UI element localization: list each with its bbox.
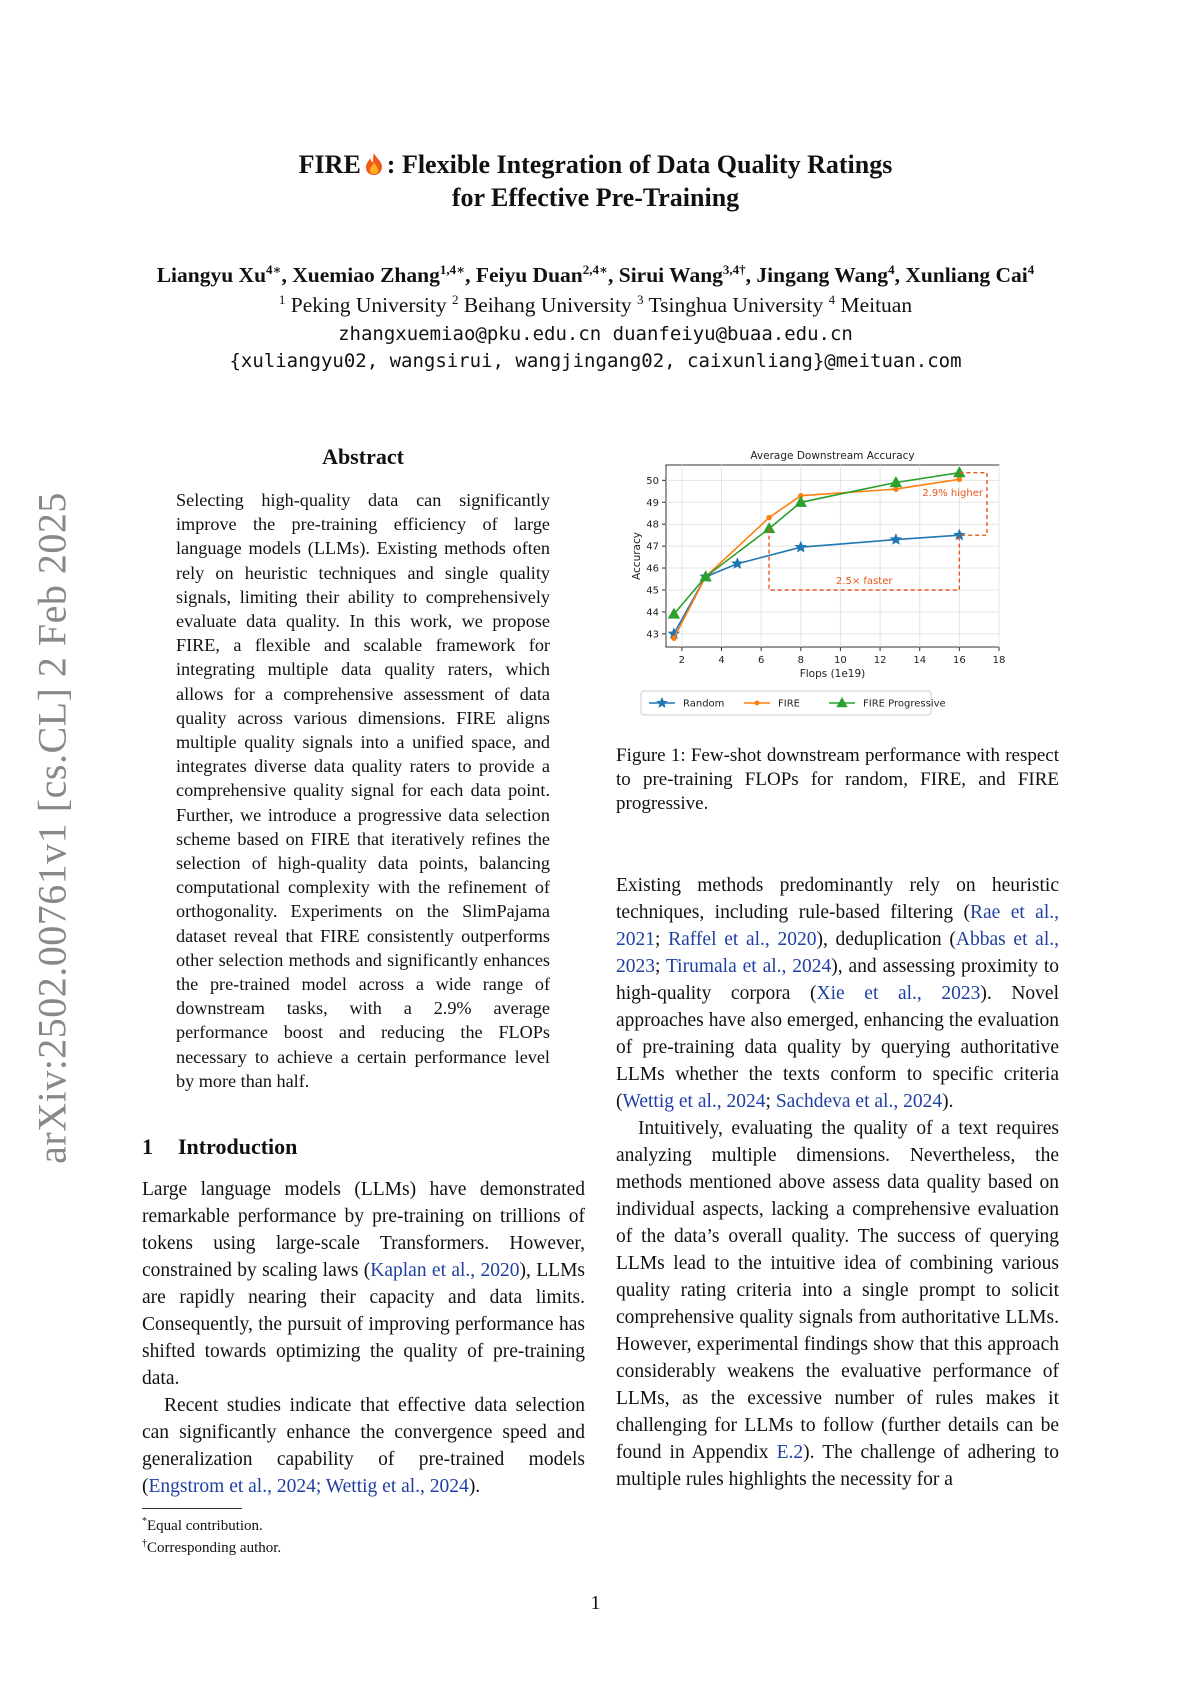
title-suffix: : Flexible Integration of Data Quality Ratings (386, 150, 893, 179)
footnote-text: Equal contribution. (147, 1518, 263, 1534)
body-text: ; (655, 956, 666, 977)
author-name: Liangyu $Xu^{4∗}$ (156, 262, 282, 288)
chart-title: Average Downstream Accuracy (750, 450, 915, 462)
right-column-body (616, 872, 1059, 1493)
x-tick-label: 2 (678, 655, 686, 666)
body-text: Large language models (LLMs) have demonstrated remarkable performance by pre-training on trillions of tokens using large-scale Transformers. However, constrained by scaling laws ( (142, 1179, 585, 1281)
author-name: Jingang Wang$^4$ (756, 262, 895, 288)
affiliation-name: Meituan (835, 293, 913, 318)
author-affiliation-mark: 3,4† (722, 262, 746, 277)
footnote-mark: * (142, 1516, 147, 1527)
citation-link[interactable]: Tirumala et al., 2024 (665, 956, 832, 977)
y-tick-label: 46 (646, 563, 659, 575)
footnote-corresponding-author (142, 1538, 281, 1557)
citation-link[interactable]: Engstrom et al., 2024; Wettig et al., 2024 (148, 1476, 469, 1497)
body-text: ). The challenge of adhering to multiple rules highlights the necessity for a (616, 1442, 1060, 1490)
citation-link[interactable]: Xie et al., 2023 (816, 983, 981, 1004)
legend-label: Random (683, 698, 725, 710)
author-affiliation-mark: 4 (888, 262, 895, 277)
accuracy-vs-flops-chart (616, 440, 1061, 730)
body-text: ; (765, 1091, 776, 1112)
citation-link[interactable]: E.2 (776, 1442, 804, 1463)
footnote-mark: † (142, 1538, 147, 1549)
x-tick-label: 10 (834, 655, 847, 666)
author-name: Xunliang Cai$^4$ (905, 262, 1035, 288)
intro-paragraph-1 (142, 1176, 585, 1392)
author-name: Xuemiao Zhang$^{1,4∗}$ (292, 262, 466, 288)
affiliation-list (0, 292, 1191, 318)
body-text: ), deduplication ( (816, 929, 956, 950)
annotation-faster-label: 2.5× faster (835, 575, 893, 587)
y-tick-label: 44 (646, 607, 659, 619)
x-tick-label: 18 (992, 655, 1006, 666)
footnote-rule (142, 1508, 242, 1509)
footnote-text: Corresponding author. (147, 1540, 282, 1556)
legend-label: FIRE (778, 698, 800, 710)
intro-paragraph-4 (616, 1115, 1059, 1493)
affiliation-name: Tsinghua University (643, 293, 824, 318)
body-text: ; (655, 929, 669, 950)
section-title: Introduction (178, 1134, 298, 1159)
body-text: Intuitively, evaluating the quality of a text requires analyzing multiple dimensions. Nevertheless, the methods mentioned above assess data quality based on individual aspects, lacking a comprehensive evaluation of the data’s overall quality. The success of querying LLMs lead to the intuitive idea of combining various quality rating criteria into a single prompt to solicit comprehensive quality signals from authoritative LLMs. However, experimental findings show that this approach considerably weakens the evaluative performance of LLMs, as the excessive number of rules makes it challenging for LLMs to follow (further details can be found in Appendix (616, 1118, 1059, 1463)
marker-circle (893, 486, 899, 492)
marker-circle (671, 635, 677, 641)
body-text: ), LLMs are rapidly nearing their capacity and data limits. Consequently, the pursuit of improving performance has shifted towards optimizing the quality of pre-training data. (142, 1260, 585, 1389)
author-affiliation-mark: 4∗ (266, 262, 282, 277)
x-tick-label: 8 (797, 655, 804, 666)
x-tick-label: 6 (757, 655, 765, 666)
email-line-2: {xuliangyu02, wangsirui, wangjingang02, caixunliang}@meituan.com (229, 350, 962, 372)
body-text: Existing methods predominantly rely on heuristic techniques, including rule-based filtering ( (616, 875, 1059, 923)
affiliation-name: Peking University (285, 293, 447, 318)
marker-circle (766, 515, 772, 521)
author-affiliation-mark: 2,4∗ (582, 262, 608, 277)
legend-label: FIRE Progressive (863, 698, 946, 710)
y-tick-label: 48 (646, 519, 659, 531)
section-heading-introduction (142, 1134, 297, 1160)
y-tick-label: 50 (646, 475, 659, 487)
body-text: ), and assessing proximity to high-quality corpora ( (616, 956, 1059, 1004)
x-tick-label: 4 (718, 655, 725, 666)
author-affiliation-mark: 1,4∗ (439, 262, 466, 277)
author-affiliation-mark: 4 (1027, 262, 1035, 277)
affiliation-mark: 2 (452, 292, 459, 307)
marker-circle (957, 477, 963, 483)
intro-paragraph-3 (616, 872, 1059, 1115)
intro-paragraph-2 (142, 1392, 585, 1500)
affiliation-mark: 4 (828, 292, 836, 307)
author-name: Feiyu Duan$^{2,4∗}$ (475, 262, 608, 288)
body-text: Recent studies indicate that effective data selection can significantly enhance the convergence speed and generalization capability of pre-trained models ( (142, 1395, 585, 1497)
author-name: Sirui Wang$^{3,4\dagger}$ (618, 262, 746, 288)
abstract-text: Selecting high-quality data can significantly improve the pre-training efficiency of large language models (LLMs). Existing methods often rely on heuristic techniques and single quality signals, limiting their ability to comprehensively evaluate data quality. In this work, we propose FIRE, a flexible and scalable framework for integrating multiple data quality raters, which allows for a comprehensive assessment of data quality across various dimensions. FIRE aligns multiple quality signals into a unified space, and integrates diverse data quality raters to provide a comprehensive quality signal for each data point. Further, we introduce a progressive data selection scheme based on FIRE that iteratively refines the selection of high-quality data points, balancing computational complexity with the refinement of orthogonality. Experiments on the SlimPajama dataset reveal that FIRE consistently outperforms other selection methods and significantly enhances the pre-trained model across a wide range of downstream tasks, with a 2.9% average performance boost and reducing the FLOPs necessary to achieve a certain performance level by more than half. (176, 490, 550, 1091)
citation-link[interactable]: Raffel et al., 2020 (668, 929, 817, 950)
marker-circle (755, 701, 760, 706)
y-tick-label: 49 (646, 497, 659, 509)
paper-title-line2: for Effective Pre-Training (451, 183, 740, 212)
y-tick-label: 43 (646, 629, 659, 641)
section-number: 1 (142, 1134, 153, 1159)
body-text: ). (942, 1091, 954, 1112)
left-column-body (142, 1176, 585, 1500)
x-tick-label: 14 (913, 655, 927, 666)
annotation-higher-label: 2.9% higher (922, 487, 983, 499)
abstract-heading: Abstract (322, 444, 404, 469)
citation-link[interactable]: Abbas et al., 2023 (616, 929, 1060, 977)
affiliation-mark: 1 (278, 292, 286, 307)
x-tick-label: 16 (952, 655, 966, 666)
affiliation-mark: 3 (637, 292, 644, 307)
fire-emoji-icon (363, 152, 385, 176)
body-text: ). (468, 1476, 481, 1497)
x-tick-label: 12 (873, 655, 887, 666)
email-line-1: zhangxuemiao@pku.edu.cn duanfeiyu@buaa.edu.cn (338, 323, 853, 345)
citation-link[interactable]: Rae et al., 2021 (616, 902, 1059, 950)
arxiv-identifier: arXiv:2502.00761v1 [cs.CL] 2 Feb 2025 (29, 492, 75, 1164)
body-text: ). Novel approaches have also emerged, enhancing the evaluation of pre-training data quality by querying authoritative LLMs whether the texts conform to specific criteria ( (616, 983, 1059, 1112)
x-axis-label: Flops (1e19) (799, 668, 866, 680)
page-number: 1 (590, 1592, 601, 1614)
figure-caption: Figure 1: Few-shot downstream performance with respect to pre-training FLOPs for random, FIRE, and FIRE progressive. (616, 745, 1059, 814)
y-tick-label: 45 (646, 585, 659, 597)
author-list: Liangyu $Xu^{4∗}$, Xuemiao Zhang$^{1,4∗}$, Feiyu Duan$^{2,4∗}$, Sirui Wang$^{3,4\dagger}$, Jingang Wang$^4$, Xunliang Cai$^4$ (156, 262, 1035, 288)
affiliation-name: Beihang University (458, 293, 632, 318)
footnote-equal-contribution (142, 1516, 263, 1535)
citation-link[interactable]: Kaplan et al., 2020 (370, 1260, 520, 1281)
title-prefix: FIRE (298, 150, 361, 179)
citation-link[interactable]: Wettig et al., 2024 (622, 1091, 766, 1112)
y-tick-label: 47 (646, 541, 659, 553)
paper-title-line1 (0, 148, 1191, 181)
citation-link[interactable]: Sachdeva et al., 2024 (775, 1091, 943, 1112)
y-axis-label: Accuracy (631, 532, 643, 580)
